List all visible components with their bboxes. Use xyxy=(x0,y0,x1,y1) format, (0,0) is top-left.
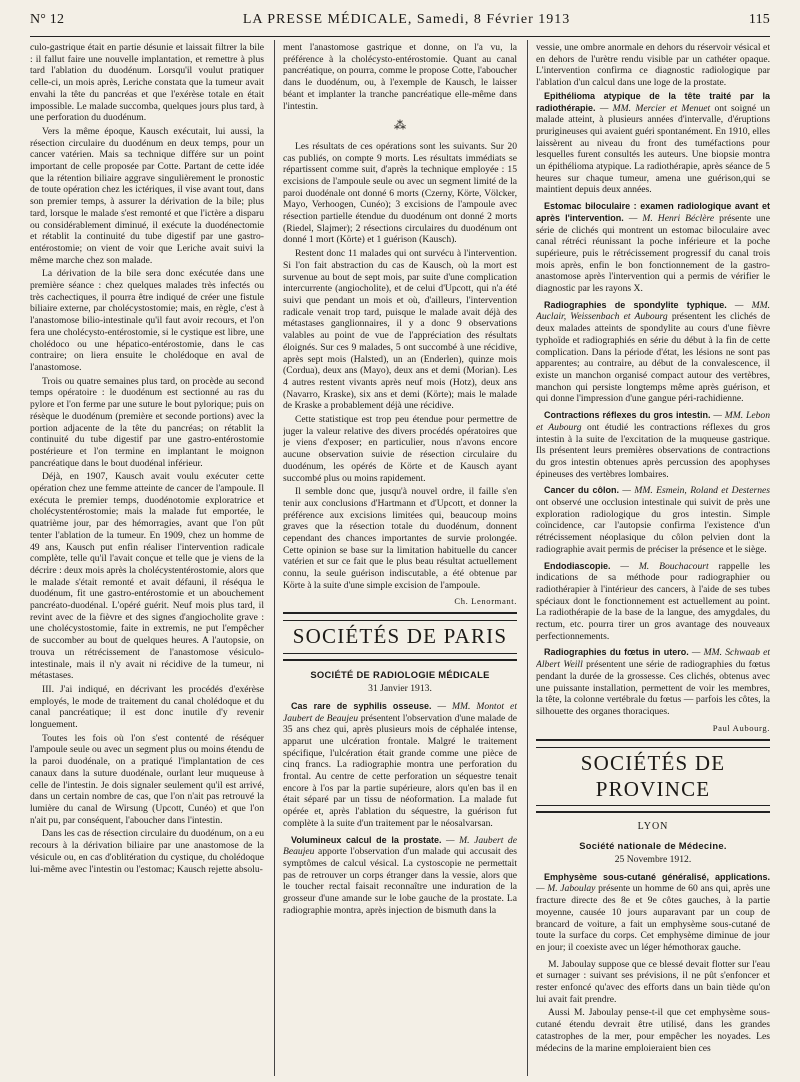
page-header xyxy=(30,12,770,34)
report-entry xyxy=(536,561,770,643)
entry-text: présentent l'observation d'une malade de 35 ans chez qui, après plusieurs mois de céphalée intense, apparut une ulcération frontale. Malgré le traitement spécifique, l'ulcération était grande comme une pièce de cinq francs. La radiographie montra une perforation du frontal. Au centre de cette perforation un séquestre tenait encore à l'os par la partie supérieure, alors qu'en bas il en était séparé par un tissu de néoformation. La malade fut opérée et, après l'ablation du séquestre, la guérison fut complète à la suite d'un traitement par le néosalvarsan. xyxy=(283,712,517,829)
report-entry xyxy=(536,91,770,196)
entry-text: présente une série de clichés qui montrent un estomac biloculaire avec canal rétréci réunissant la poche inférieure et la poche supérieure, puis le rétrécissement progressif du canal trois mois après, enfin le bon fonctionnement de la gastro-anastomose après l'intervention qui a permis de vérifier le diagnostic par les rayons X. xyxy=(536,212,770,295)
report-entry xyxy=(536,485,770,555)
paragraph: Toutes les fois où l'on s'est contenté de réséquer l'ampoule seule ou avec un segment plus ou moins étendu de la paroi duodénale, on a pratiqué l'implantation de ces canaux dans la suture duodénale, ourlant leur muqueuse à celle de l'intestin. Je dois signaler seulement qu'il est arrivé, dans un certain nombre de cas, que l'on n'ait pas retrouvé la lumière du canal de Wirsung (Upcott, Cunéo) et que l'on n'ait pu, par conséquent, l'aboucher dans l'intestin. xyxy=(30,732,264,826)
entry-authors: — MM. Auclair, Weissenbach et Aubourg xyxy=(536,299,770,323)
entry-title: Radiographies de spondylite typhique. xyxy=(544,299,727,310)
entry-title: Cas rare de syphilis osseuse. xyxy=(291,700,432,711)
report-entry xyxy=(536,300,770,405)
paragraph: Aussi M. Jaboulay pense-t-il que cet emphysème sous-cutané étendu devrait être utilisé, dans les grandes catastrophes de la mer, pour empêcher les noyades. Les médecins de la marine emploieraient bien ces xyxy=(536,1007,770,1054)
entry-authors: — MM. Lebon et Aubourg xyxy=(536,410,770,433)
column-3 xyxy=(536,42,770,1056)
column-divider xyxy=(527,40,528,1076)
entry-authors: — MM. Schwaab et Albert Weill xyxy=(536,647,770,671)
paragraph: ment l'anastomose gastrique et donne, on l'a vu, la préférence à la cholécysto-entérostomie. Quant au canal pancréatique, on pourra, comme le propose Cotte, l'aboucher dans le duodénum, ou, à l'exemple de Kausch, le laisser béant et implanter la tranche pancréatique elle-même dans l'intestin. xyxy=(283,42,517,112)
paragraph: Vers la même époque, Kausch exécutait, lui aussi, la résection circulaire du duodénum en deux temps, pour un cancer vatérien. Mais sa technique différe sur un point important de celle proposée par Cotte. Partant de cette idée que la rétention biliaire aggrave singulièrement le pronostic de toute opération chez les ictériques, il vise avant tout, dans son premier temps, à assurer la dérivation de la bile; plus tard, lorsque le malade s'est remonté et que l'ictère a disparu ou considérablement diminué, il exécute la duodénectomie et rétablit la continuité du tube digestif par une gastro-entérostomie; on vient de voir que Leriche avait suivi la même marche chez son malade. xyxy=(30,125,264,266)
entry-text: présente un homme de 60 ans qui, après une fracture directe des 8e et 9e côtes gauches, à la partie moyenne, causée 10 jours auparavant par un coup de brancard de voiture, a fait un emphysème sous-cutané de toute la surface du corps. Cet emphysème diminue de jour en jour; il coexiste avec un léger hémothorax gauche. xyxy=(536,883,770,953)
report-entry xyxy=(536,647,770,717)
paragraph: culo-gastrique était en partie désunie et laissait filtrer la bile : il fallut faire une nouvelle implantation, et remettre à plus tard l'ablation du duodénum. Lorsqu'il voulut pratiquer celle-ci, un mois après, Leriche constata que la tumeur avait envahi la tête du pancréas et que l'exérèse totale en était impossible. Le malade succomba, quelques jours plus tard, à une perforation du duodénum. xyxy=(30,42,264,124)
session-date: 25 Novembre 1912. xyxy=(614,854,692,866)
paragraph: Déjà, en 1907, Kausch avait voulu exécuter cette opération chez une femme atteinte de cancer de l'ampoule. Il exécuta le premier temps, duodénotomie exploratrice et cholécystentérostomie; mais la malade fut emportée, le quatrième jour, par des hémorragies, avant que l'on pût tenter l'ablation de la tumeur. En 1909, chez un homme de 49 ans, Kausch put enfin réaliser l'intervention radicale complète, telle qu'il l'avait conçue et telle que je viens de la décrire : deux mois après la cholécystentérostomie, alors que le malade s'était remonté et avait défauni, il réséqua le duodénum, fit une gastro-entérostomie et un abouchement pancréato-duodénal. L'opéré guérit. Neuf mois plus tard, il revint avec de la fièvre et des signes d'angiocholite grave : une cholécystostomie, faite in extremis, ne put l'empêcher de succomber au bout de quelques heures. A l'autopsie, on trouva un rétrécissement de l'anastomose vésiculo-intestinale, mais il n'y avait ni récidive de la tumeur, ni métastases. xyxy=(30,471,264,682)
paragraph: Les résultats de ces opérations sont les suivants. Sur 20 cas publiés, on compte 9 morts. Les résultats immédiats se répartissent comme suit, d'après la technique employée : 15 excisions de l'ampoule seule ou avec un segment limité de la paroi duodénale ont donné 6 morts (Czerny, Körte, Völcker, Mayo, Verhoogen, Cunéo); 3 excisions de l'ampoule avec résection partielle étendue du duodénum ont donné 2 morts (Riedel, Slajmer); 2 résections circulaires du duodénum ont donné 1 mort (Körte) et 1 guérison (Kausch). xyxy=(283,140,517,246)
entry-authors: — MM. Montot et Jaubert de Beaujeu xyxy=(283,700,517,724)
entry-authors: — MM. Mercier et Menuet xyxy=(595,102,711,114)
entry-title: Volumineux calcul de la prostate. xyxy=(291,834,442,845)
entry-text: ont soigné un malade atteint, à plusieurs années d'intervalle, d'éruptions prurigineuses qui avaient guéri spontanément. En 1910, elles laissèrent au niveau du front des tuméfactions pour lesquelles furent consultés les auteurs. Une biopsie montra un épithélioma atypique. La radiothérapie, après séance de 5 heures sur chaque tumeur, amena une guérison,qui se maintient depuis deux années. xyxy=(536,102,770,196)
entry-authors: — MM. Esmein, Roland et Desternes xyxy=(619,485,770,497)
paragraph: Trois ou quatre semaines plus tard, on procède au second temps opératoire : le duodénum est sectionné au ras du pylore et l'on ferme par une suture le bout pylorique; puis on résèque le duodénum (première et seconde portions) avec la portion adjacente de la tête du pancréas; on rétablit la continuité du tube digestif par une gastro-entérostomie postérieure et l'on termine en implantant le moignon pancréatique dans le bout duodénal inférieur. xyxy=(30,375,264,469)
city-heading: LYON xyxy=(637,821,669,833)
entry-title: Endodiascopie. xyxy=(544,560,611,571)
paragraph: III. J'ai indiqué, en décrivant les procédés d'exérèse employés, le mode de traitement du canal cholédoque et du canal pancréatique; il est donc inutile d'y revenir longuement. xyxy=(30,683,264,731)
section-banner xyxy=(536,739,770,813)
entry-title: Cancer du côlon. xyxy=(544,485,620,496)
column-2 xyxy=(283,42,517,921)
author-signature: Paul Aubourg. xyxy=(712,722,770,733)
journal-title: LA PRESSE MÉDICALE, Samedi, 8 Février 1913 xyxy=(242,12,571,27)
report-entry xyxy=(283,835,517,917)
entry-authors: — M. Bouchacourt xyxy=(610,560,709,572)
report-entry xyxy=(536,410,770,480)
entry-title: Emphysème sous-cutané généralisé, applications. xyxy=(544,871,770,882)
entry-text: apporte l'observation d'un malade qui accusait des symptômes de calcul vésical. La cystoscopie ne permettait pas de retrouver un corps étranger dans la vessie, alors que le toucher rectal faisait reconnaître une induration de la grosseur d'une amande sur le lobe gauche de la prostate. La radiographie montra, après injection de bismuth dans la xyxy=(283,846,517,916)
society-heading: SOCIÉTÉ DE RADIOLOGIE MÉDICALE xyxy=(310,668,490,680)
author-signature: Ch. Lenormant. xyxy=(454,595,517,606)
entry-text: rappelle les indications de sa méthode pour radiographier ou radiothérapier à l'intérieur des cancers, à l'aide de ses tubes spéciaux dont le fonctionnement est actuellement au point. La radiothérapie de la base de la langue, des amygdales, du rectum, etc. pourra tirer un gros avantage des nouveaux perfectionnements. xyxy=(536,560,770,642)
page-number: 115 xyxy=(748,12,770,27)
entry-text: ont étudié les contractions réflexes du gros intestin à la suite de l'excitation de la muqueuse gastrique. Ils présentent leurs premières observations de contractions du gros intestin obtenues après percussion des apophyses épineuses des vertèbres lombaires. xyxy=(536,421,770,480)
section-banner-title: SOCIÉTÉS DE PROVINCE xyxy=(536,747,770,806)
report-entry xyxy=(283,701,517,830)
paragraph: Restent donc 11 malades qui ont survécu à l'intervention. Si l'on fait abstraction du cas de Kausch, où la mort est survenue au bout de sept mois, par suite d'une complication intercurrente (angiocholite), et de celui d'Upcott, qui n'a été suivi que pendant un mois et où, d'ailleurs, l'intervention radicale venait trop tard, puisque le malade avait déjà des métastases ganglionnaires, il y a donc 9 observations valables au point de vue de l'appréciation des résultats éloignés. Sur ces 9 malades, 5 ont succombé à une récidive, après sept mois (Halsted), un an (Enderlen), quinze mois (Cordua), deux ans (Mayo), deux ans et demi (Morian). Les 4 autres restent vivants après neuf mois (Hotz), deux ans (Navarro, Kraske), six ans et demi (Körte); mais le malade de Kraske a probablement déjà une récidive. xyxy=(283,248,517,412)
entry-authors: — M. Jaboulay xyxy=(536,883,596,895)
section-banner-title: SOCIÉTÉS DE PARIS xyxy=(283,620,517,654)
paragraph: La dérivation de la bile sera donc exécutée dans une première séance : chez quelques malades très infectés ou très cachectiques, il pourra être indiqué de créer une fistule biliaire externe, par cholécystostomie; mais, en règle, c'est à l'anastomose bilio-intestinale qu'il faut avoir recours, et l'on fera une cholécysto-entérostomie, si le cystique est libre, une cholédoco ou une hépatico-entérostomie, dans le cas contraire; on liera ensuite le cholédoque en aval de l'anastomose. xyxy=(30,268,264,373)
entry-authors: — M. Jaubert de Beaujeu xyxy=(283,834,517,858)
section-separator: ⁂ xyxy=(394,118,406,133)
entry-text: ont observé une occlusion intestinale qui suivit de près une exploration radiologique du gros intestin. Simple coïncidence, car l'autopsie confirma l'existence d'un rétrécissement néoplasique du côlon pelvien dont la radiographie avait permis de préciser la présence et le siège. xyxy=(536,497,770,555)
paragraph: M. Jaboulay suppose que ce blessé devait flotter sur l'eau et surnager : suivant ses prévisions, il ne pût s'enfoncer et rester enfoncé qu'avec des efforts dans un bain tiède qu'on lui avait fait prendre. xyxy=(536,958,770,1005)
paragraph: Il semble donc que, jusqu'à nouvel ordre, il faille s'en tenir aux conclusions d'Hartmann et d'Upcott, et donner la préférence aux excisions limitées qui, beaucoup moins graves que la résection totale du duodénum, donnent cependant des chances importantes de survie prolongée. Cette opinion se base sur la limitation habituelle du cancer vatérien et sur ce fait que le plus beau résultat actuellement connu, la seule guérison indiscutable, a été obtenue par Körte à la suite d'une simple excision de l'ampoule. xyxy=(283,486,517,591)
entry-title: Estomac biloculaire : examen radiologique avant et après l'intervention. xyxy=(536,201,770,223)
column-divider xyxy=(274,40,275,1076)
session-date: 31 Janvier 1913. xyxy=(368,683,432,695)
paragraph: Cette statistique est trop peu étendue pour permettre de juger la valeur relative des divers procédés opératoires que je viens d'exposer; en particulier, nous n'avons encore aucune observation suivie de résection circulaire du duodénum, les opérés de Körte et de Kausch ayant succombé plus ou moins rapidement. xyxy=(283,414,517,484)
entry-authors: — M. Henri Béclère xyxy=(623,212,715,224)
entry-title: Contractions réflexes du gros intestin. xyxy=(544,410,711,421)
section-banner xyxy=(283,612,517,661)
issue-number: N° 12 xyxy=(30,12,65,27)
column-1 xyxy=(30,42,264,877)
entry-text: présentent une série de radiographies du fœtus pendant la durée de la grossesse. Ces clichés, obtenus avec une puissante installation, permettent de voir les membres, la tête, la colonne vertébrale du fœtus — parfois les côtes, la silhouette des organes thoraciques. xyxy=(536,659,770,717)
paragraph: Dans les cas de résection circulaire du duodénum, on a eu recours à la dérivation biliaire par une anastomose de la vésicule ou, en cas d'oblitération du cystique, du cholédoque lui-même avec l'intestin ou l'estomac; Kausch rejette absolu- xyxy=(30,828,264,875)
society-heading: Société nationale de Médecine. xyxy=(579,839,727,851)
entry-text: présentent les clichés de deux malades atteints de spondylite au cours d'une fièvre typhoïde et radiographiés en série du début à la fin de cette complication. Dans la période d'état, les lésions ne sont pas apparentes; au contraire, au début de la convalescence, il existe un manchon organisé compact autour des vertèbres, manchon qui persiste longtemps même après guérison, et qui donne l'impression d'une gangue péri-rachidienne. xyxy=(536,311,770,405)
paragraph: vessie, une ombre anormale en dehors du réservoir vésical et en dehors de l'urètre rendu visible par un cathéter opaque. L'intervention confirma ce diagnostic radiologique par l'ablation d'un calcul dans une loge de la prostate. xyxy=(536,42,770,89)
header-rule xyxy=(30,36,770,37)
entry-title: Radiographies du fœtus in utero. xyxy=(544,647,689,658)
entry-title: Epithélioma atypique de la tête traité par la radiothérapie. xyxy=(536,90,770,113)
report-entry xyxy=(536,872,770,954)
report-entry xyxy=(536,201,770,295)
